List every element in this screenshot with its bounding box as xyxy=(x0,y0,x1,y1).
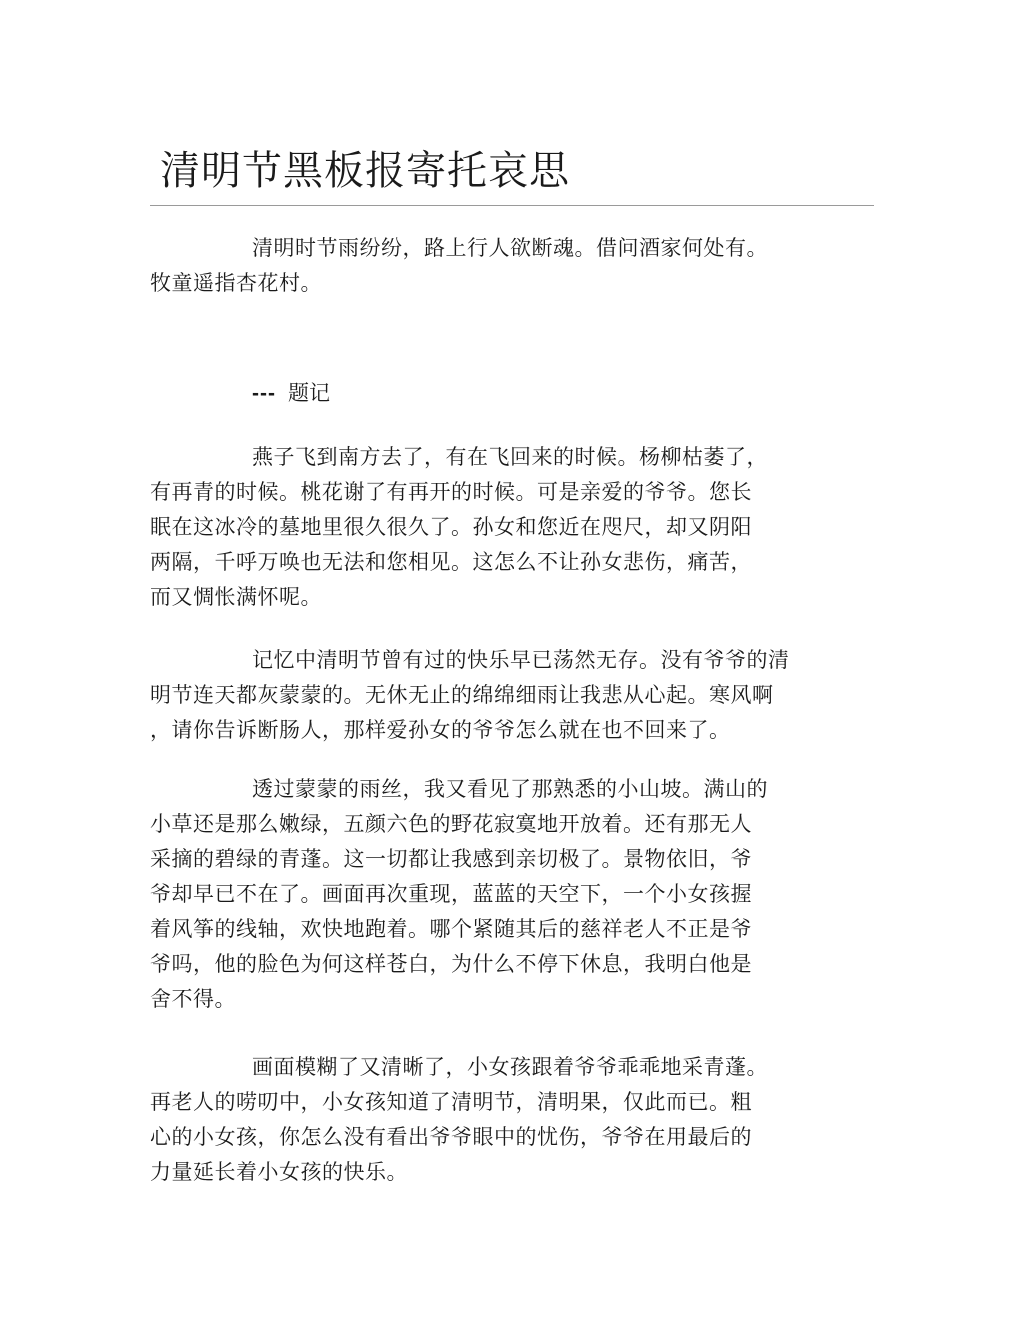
paragraph-line: 着风筝的线轴，欢快地跑着。哪个紧随其后的慈祥老人不正是爷 xyxy=(150,917,752,941)
paragraph-line: 心的小女孩，你怎么没有看出爷爷眼中的忧伤，爷爷在用最后的 xyxy=(150,1125,752,1149)
paragraph-line: 眠在这冰冷的墓地里很久很久了。孙女和您近在咫尺，却又阴阳 xyxy=(150,515,752,539)
attribution-dash: --- xyxy=(252,382,276,405)
poem-attribution xyxy=(252,376,330,411)
paragraph-line: 再老人的唠叨中，小女孩知道了清明节，清明果，仅此而已。粗 xyxy=(150,1090,752,1114)
paragraph-line: 采摘的碧绿的青蓬。这一切都让我感到亲切极了。景物依旧，爷 xyxy=(150,847,752,871)
poem-line: 清明时节雨纷纷，路上行人欲断魂。借问酒家何处有。 xyxy=(252,236,768,260)
attribution-label: 题记 xyxy=(287,381,330,405)
paragraph-line: 记忆中清明节曾有过的快乐早已荡然无存。没有爷爷的清 xyxy=(252,648,790,672)
paragraph-3 xyxy=(150,772,820,1017)
paragraph-2 xyxy=(150,643,820,748)
poem-block xyxy=(150,231,820,301)
paragraph-1 xyxy=(150,440,820,615)
paragraph-line: 舍不得。 xyxy=(150,987,236,1011)
paragraph-line: 燕子飞到南方去了，有在飞回来的时候。杨柳枯萎了， xyxy=(252,445,768,469)
paragraph-line: 而又惆怅满怀呢。 xyxy=(150,585,322,609)
paragraph-4 xyxy=(150,1050,820,1190)
paragraph-line: 明节连天都灰蒙蒙的。无休无止的绵绵细雨让我悲从心起。寒风啊 xyxy=(150,683,774,707)
paragraph-line: 画面模糊了又清晰了，小女孩跟着爷爷乖乖地采青蓬。 xyxy=(252,1055,768,1079)
paragraph-line: ，请你告诉断肠人，那样爱孙女的爷爷怎么就在也不回来了。 xyxy=(150,718,731,742)
paragraph-line: 两隔，千呼万唤也无法和您相见。这怎么不让孙女悲伤，痛苦， xyxy=(150,550,752,574)
paragraph-line: 小草还是那么嫩绿，五颜六色的野花寂寞地开放着。还有那无人 xyxy=(150,812,752,836)
paragraph-line: 爷却早已不在了。画面再次重现，蓝蓝的天空下，一个小女孩握 xyxy=(150,882,752,906)
page-title: 清明节黑板报寄托哀思 xyxy=(160,148,570,194)
poem-line: 牧童遥指杏花村。 xyxy=(150,271,322,295)
paragraph-line: 有再青的时候。桃花谢了有再开的时候。可是亲爱的爷爷。您长 xyxy=(150,480,752,504)
title-divider xyxy=(150,205,874,206)
paragraph-line: 透过蒙蒙的雨丝，我又看见了那熟悉的小山坡。满山的 xyxy=(252,777,768,801)
paragraph-line: 爷吗，他的脸色为何这样苍白，为什么不停下休息，我明白他是 xyxy=(150,952,752,976)
paragraph-line: 力量延长着小女孩的快乐。 xyxy=(150,1160,408,1184)
